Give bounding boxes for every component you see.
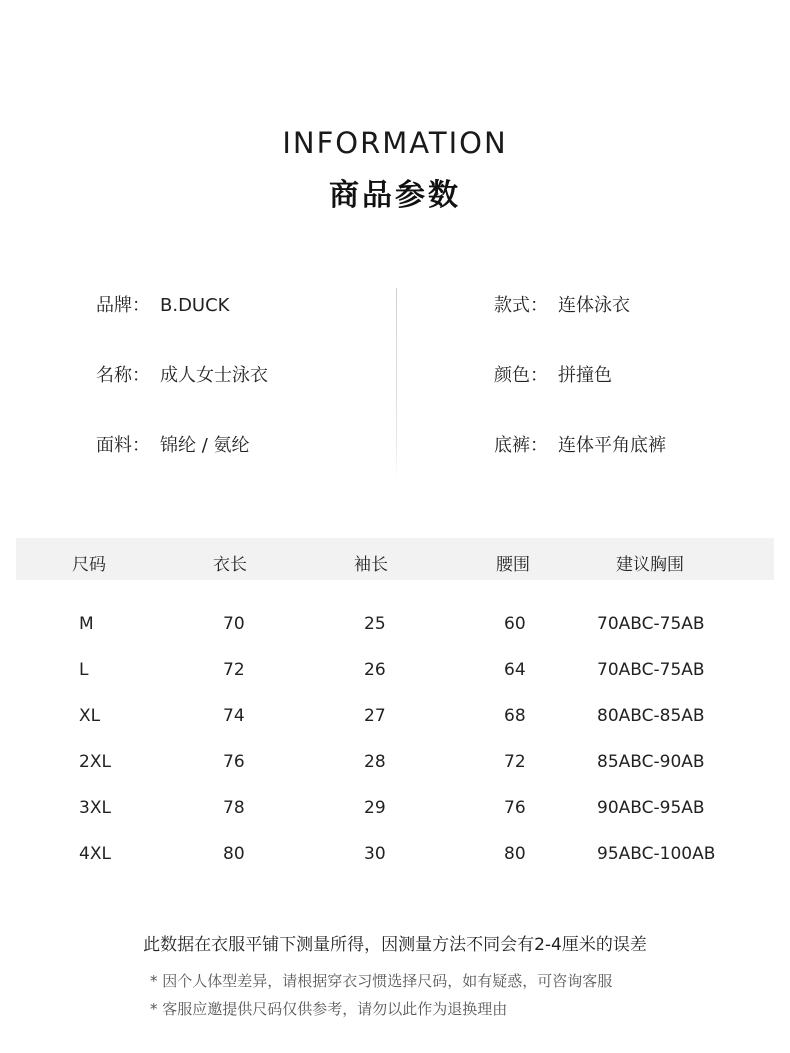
page-title-cn: 商品参数 bbox=[329, 178, 461, 213]
spec-fabric bbox=[96, 431, 250, 457]
spec-label: 款式： bbox=[494, 295, 548, 316]
disclaimer-note: * 客服应邀提供尺码仅供参考，请勿以此作为退换理由 bbox=[150, 1000, 508, 1018]
column-header-bust: 建议胸围 bbox=[616, 555, 684, 575]
table-cell: 72 bbox=[504, 752, 526, 772]
table-cell: 80ABC-85AB bbox=[597, 706, 705, 726]
spec-value: 拼撞色 bbox=[558, 365, 612, 386]
table-cell: 28 bbox=[364, 752, 386, 772]
table-cell: 80 bbox=[223, 844, 245, 864]
spec-divider bbox=[396, 288, 397, 480]
spec-value: B.DUCK bbox=[160, 295, 230, 316]
table-cell: 3XL bbox=[79, 798, 111, 818]
page-title-en: INFORMATION bbox=[282, 126, 508, 160]
spec-value: 锦纶 / 氨纶 bbox=[160, 435, 250, 456]
table-cell: 80 bbox=[504, 844, 526, 864]
spec-label: 底裤： bbox=[494, 435, 548, 456]
table-cell: 64 bbox=[504, 660, 526, 680]
table-cell: 85ABC-90AB bbox=[597, 752, 705, 772]
table-cell: 90ABC-95AB bbox=[597, 798, 705, 818]
table-cell: 25 bbox=[364, 614, 386, 634]
table-cell: 4XL bbox=[79, 844, 111, 864]
spec-label: 品牌： bbox=[96, 295, 150, 316]
spec-color bbox=[494, 361, 612, 387]
table-cell: 30 bbox=[364, 844, 386, 864]
column-header-sleeve: 袖长 bbox=[354, 555, 388, 575]
table-cell: 78 bbox=[223, 798, 245, 818]
table-cell: 72 bbox=[223, 660, 245, 680]
column-header-length: 衣长 bbox=[213, 555, 247, 575]
table-cell: XL bbox=[79, 706, 101, 726]
table-cell: 70ABC-75AB bbox=[597, 614, 705, 634]
table-cell: 74 bbox=[223, 706, 245, 726]
size-table-header bbox=[16, 538, 774, 580]
spec-brand bbox=[96, 291, 229, 317]
table-cell: 76 bbox=[223, 752, 245, 772]
table-cell: 29 bbox=[364, 798, 386, 818]
disclaimer-note: * 因个人体型差异，请根据穿衣习惯选择尺码，如有疑惑，可咨询客服 bbox=[150, 972, 613, 990]
table-cell: 95ABC-100AB bbox=[597, 844, 716, 864]
table-cell: L bbox=[79, 660, 89, 680]
table-cell: 70 bbox=[223, 614, 245, 634]
table-cell: 27 bbox=[364, 706, 386, 726]
column-header-waist: 腰围 bbox=[496, 555, 530, 575]
spec-bottom bbox=[494, 431, 666, 457]
table-cell: 76 bbox=[504, 798, 526, 818]
table-cell: M bbox=[79, 614, 94, 634]
spec-value: 成人女士泳衣 bbox=[160, 365, 268, 386]
table-cell: 60 bbox=[504, 614, 526, 634]
measurement-note: 此数据在衣服平铺下测量所得，因测量方法不同会有2-4厘米的误差 bbox=[143, 935, 647, 955]
spec-label: 面料： bbox=[96, 435, 150, 456]
table-cell: 70ABC-75AB bbox=[597, 660, 705, 680]
column-header-size: 尺码 bbox=[72, 555, 106, 575]
spec-label: 名称： bbox=[96, 365, 150, 386]
spec-name bbox=[96, 361, 268, 387]
spec-value: 连体泳衣 bbox=[558, 295, 630, 316]
table-cell: 2XL bbox=[79, 752, 111, 772]
table-cell: 68 bbox=[504, 706, 526, 726]
table-cell: 26 bbox=[364, 660, 386, 680]
spec-style bbox=[494, 291, 630, 317]
spec-label: 颜色： bbox=[494, 365, 548, 386]
spec-value: 连体平角底裤 bbox=[558, 435, 666, 456]
